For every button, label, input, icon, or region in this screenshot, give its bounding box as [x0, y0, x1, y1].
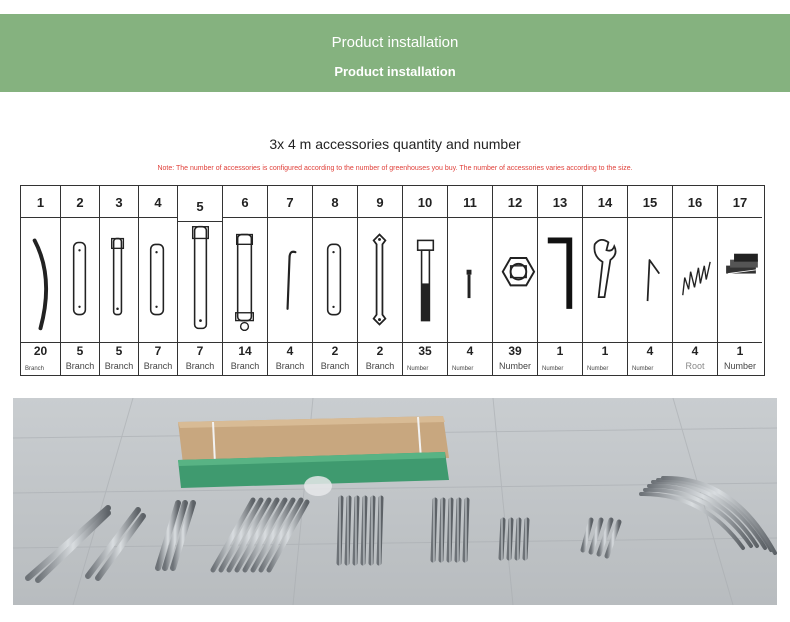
part-image: [718, 218, 762, 343]
part-column-17: [718, 186, 762, 375]
part-quantity: 1: [736, 344, 744, 358]
part-number: 9: [358, 186, 402, 218]
part-unit: Number: [407, 366, 429, 372]
part-column-11: [448, 186, 493, 375]
part-column-15: [628, 186, 673, 375]
clips-icon: [718, 218, 762, 342]
part-unit: Number: [498, 361, 531, 371]
part-image: [403, 218, 447, 343]
header-banner: [0, 14, 790, 92]
straight-tube-icon: [61, 218, 99, 342]
part-unit: Branch: [65, 361, 95, 371]
part-number: 11: [448, 186, 492, 218]
part-column-6: [223, 186, 268, 375]
part-column-10: [403, 186, 448, 375]
part-unit: Branch: [275, 361, 305, 371]
curved-tube-icon: [21, 218, 60, 342]
greenhouse-parts-photo-icon: [13, 398, 777, 605]
part-number: 12: [493, 186, 537, 218]
part-image: [21, 218, 60, 343]
part-unit: Branch: [104, 361, 134, 371]
part-number: 15: [628, 186, 672, 218]
part-number: 10: [403, 186, 447, 218]
part-column-9: [358, 186, 403, 375]
part-quantity: 39: [508, 344, 522, 358]
part-quantity: 7: [196, 344, 204, 358]
part-unit: Number: [452, 366, 474, 372]
long-tube-icon: [178, 218, 222, 342]
note-text: Note: The number of accessories is configured according to the number of greenhouses you buy. The number of accessories varies according to the size.: [157, 165, 633, 172]
part-column-5: [178, 186, 223, 375]
part-unit: Root: [685, 361, 705, 371]
part-quantity: 35: [418, 344, 432, 358]
part-unit: Number: [542, 366, 564, 372]
part-quantity: 2: [331, 344, 339, 358]
part-image: [313, 218, 357, 343]
part-unit: Branch: [320, 361, 350, 371]
part-quantity: 5: [76, 344, 84, 358]
nut-icon: [493, 218, 537, 342]
accessories-table: [20, 185, 765, 376]
part-image: [448, 218, 492, 343]
product-photo: [13, 398, 777, 605]
part-unit: Branch: [185, 361, 215, 371]
part-quantity: 4: [466, 344, 474, 358]
part-image: [61, 218, 99, 343]
spring-wire-icon: [673, 218, 717, 342]
brace-bar-icon: [358, 218, 402, 342]
part-column-12: [493, 186, 538, 375]
hex-key-icon: [538, 218, 582, 342]
part-number: 17: [718, 186, 762, 218]
tube-icon: [313, 218, 357, 342]
part-number: 6: [223, 186, 267, 218]
part-column-2: [61, 186, 100, 375]
peg-icon: [628, 218, 672, 342]
part-image: [628, 218, 672, 343]
part-image: [223, 218, 267, 343]
long-bolt-icon: [403, 218, 447, 342]
part-number: 4: [139, 186, 177, 218]
part-column-3: [100, 186, 139, 375]
part-column-7: [268, 186, 313, 375]
part-column-4: [139, 186, 178, 375]
part-unit: Number: [632, 366, 654, 372]
part-number: 16: [673, 186, 717, 218]
short-tube-icon: [139, 218, 177, 342]
part-image: [583, 218, 627, 343]
part-quantity: 1: [556, 344, 564, 358]
part-quantity: 4: [646, 344, 654, 358]
part-unit: Branch: [365, 361, 395, 371]
part-quantity: 14: [238, 344, 252, 358]
connector-tube-icon: [223, 218, 267, 342]
part-unit: Branch: [230, 361, 260, 371]
part-quantity: 20: [33, 344, 48, 358]
part-image: [139, 218, 177, 343]
section-heading: 3x 4 m accessories quantity and number: [269, 136, 521, 152]
banner-title: Product installation: [331, 34, 459, 51]
part-quantity: 5: [115, 344, 123, 358]
part-image: [268, 218, 312, 343]
part-column-14: [583, 186, 628, 375]
part-number: 7: [268, 186, 312, 218]
part-column-1: [21, 186, 61, 375]
part-image: [493, 218, 537, 343]
part-unit: Branch: [143, 361, 173, 371]
part-unit: Number: [587, 366, 609, 372]
part-column-13: [538, 186, 583, 375]
part-quantity: 4: [286, 344, 294, 358]
part-quantity: 1: [601, 344, 609, 358]
banner-subtitle: Product installation: [334, 64, 456, 79]
part-number: 1: [21, 186, 60, 218]
part-column-8: [313, 186, 358, 375]
part-number: 2: [61, 186, 99, 218]
hook-rod-icon: [268, 218, 312, 342]
part-unit: Branch: [25, 366, 45, 372]
part-image: [100, 218, 138, 343]
part-number: 13: [538, 186, 582, 218]
part-image: [358, 218, 402, 343]
part-number: 3: [100, 186, 138, 218]
part-column-16: [673, 186, 718, 375]
part-number: 5: [178, 190, 222, 222]
part-unit: Number: [723, 361, 756, 371]
part-image: [673, 218, 717, 343]
part-quantity: 7: [154, 344, 162, 358]
part-number: 8: [313, 186, 357, 218]
part-image: [178, 218, 222, 343]
wrench-icon: [583, 218, 627, 342]
short-screw-icon: [448, 218, 492, 342]
part-number: 14: [583, 186, 627, 218]
part-quantity: 2: [376, 344, 384, 358]
tube-with-hole-icon: [100, 218, 138, 342]
part-quantity: 4: [691, 344, 699, 358]
part-image: [538, 218, 582, 343]
